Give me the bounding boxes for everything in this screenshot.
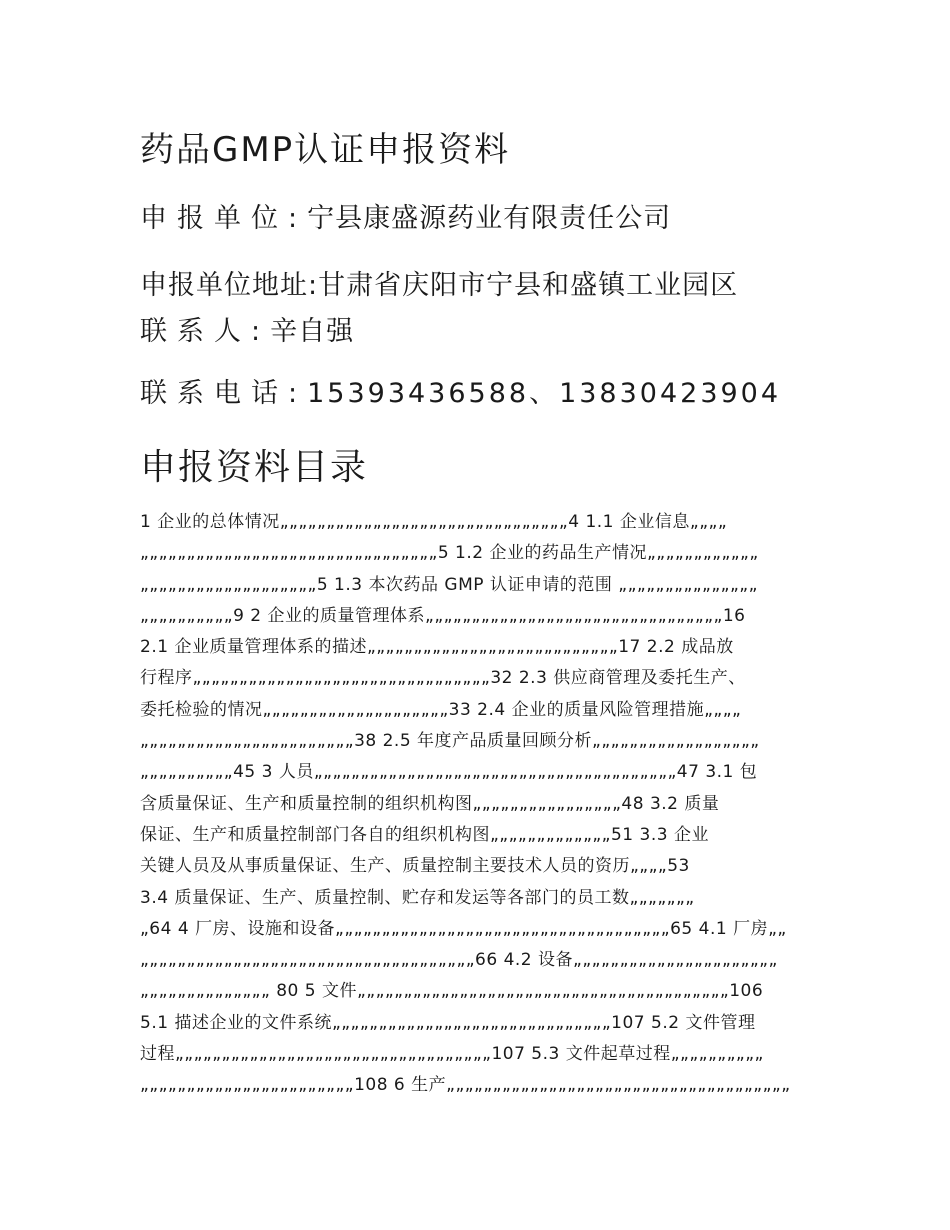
toc-line: „„„„„„„„„„9 2 企业的质量管理体系„„„„„„„„„„„„„„„„„„„„„„„„„„„„„„„„16 <box>140 605 746 626</box>
toc-line: „„„„„„„„„„„„„„„„„„„„„„„„„„„„„„„„„„„„66 4.2 设备„„„„„„„„„„„„„„„„„„„„„„ <box>140 950 778 971</box>
toc-line: 3.4 质量保证、生产、质量控制、贮存和发运等各部门的员工数„„„„„„„ <box>140 887 695 908</box>
applicant-contact-value: 辛自强 <box>270 316 355 347</box>
toc-line: 保证、生产和质量控制部门各自的组织机构图„„„„„„„„„„„„„51 3.3 企业 <box>140 824 709 845</box>
toc-line: 1 企业的总体情况„„„„„„„„„„„„„„„„„„„„„„„„„„„„„„„4 1.1 企业信息„„„„ <box>140 512 728 532</box>
applicant-address-value: 甘肃省庆阳市宁县和盛镇工业园区 <box>318 270 739 301</box>
toc-line: „„„„„„„„„„„„„„„„„„„„„„„108 6 生产„„„„„„„„„„„„„„„„„„„„„„„„„„„„„„„„„„„„„ <box>140 1075 791 1096</box>
table-of-contents <box>140 507 810 1102</box>
applicant-unit-value: 宁县康盛源药业有限责任公司 <box>307 203 672 234</box>
toc-line: „„„„„„„„„„„„„„„„„„„5 1.3 本次药品 GMP 认证申请的范围 „„„„„„„„„„„„„„„ <box>140 574 758 595</box>
toc-line: 行程序„„„„„„„„„„„„„„„„„„„„„„„„„„„„„„„„32 2.3 供应商管理及委托生产、 <box>140 668 746 689</box>
applicant-phone-label: 联系电话: <box>140 378 308 409</box>
applicant-address <box>140 263 738 302</box>
applicant-phone-value: 15393436588、13830423904 <box>307 378 782 409</box>
toc-line: „„„„„„„„„„„„„„„„„„„„„„„38 2.5 年度产品质量回顾分析„„„„„„„„„„„„„„„„„„ <box>140 731 760 752</box>
applicant-unit-label: 申报单位: <box>140 203 308 234</box>
applicant-address-label: 申报单位地址: <box>140 270 319 301</box>
applicant-contact <box>140 309 354 348</box>
applicant-contact-label: 联系人: <box>140 316 271 347</box>
toc-line: 2.1 企业质量管理体系的描述„„„„„„„„„„„„„„„„„„„„„„„„„„„17 2.2 成品放 <box>140 637 734 658</box>
toc-line: 委托检验的情况„„„„„„„„„„„„„„„„„„„„33 2.4 企业的质量风险管理措施„„„„ <box>140 699 742 720</box>
applicant-unit <box>140 196 671 235</box>
toc-line: 5.1 描述企业的文件系统„„„„„„„„„„„„„„„„„„„„„„„„„„„„„„107 5.2 文件管理 <box>140 1012 756 1033</box>
toc-line: 过程„„„„„„„„„„„„„„„„„„„„„„„„„„„„„„„„„„107 5.3 文件起草过程„„„„„„„„„„ <box>140 1044 764 1065</box>
toc-line: 关键人员及从事质量保证、生产、质量控制主要技术人员的资历„„„„53 <box>140 856 690 877</box>
applicant-phone <box>140 371 781 410</box>
toc-line: „„„„„„„„„„„„„„„„„„„„„„„„„„„„„„„„5 1.2 企业的药品生产情况„„„„„„„„„„„„ <box>140 543 759 564</box>
toc-line: „„„„„„„„„„45 3 人员„„„„„„„„„„„„„„„„„„„„„„„„„„„„„„„„„„„„„„„47 3.1 包 <box>140 762 758 783</box>
document-title: 药品GMP认证申报资料 <box>140 130 511 170</box>
toc-title: 申报资料目录 <box>140 447 369 488</box>
toc-line: „64 4 厂房、设施和设备„„„„„„„„„„„„„„„„„„„„„„„„„„„„„„„„„„„„65 4.1 厂房„„ <box>140 918 787 939</box>
toc-line: „„„„„„„„„„„„„„ 80 5 文件„„„„„„„„„„„„„„„„„„„„„„„„„„„„„„„„„„„„„„„„106 <box>140 981 764 1002</box>
toc-line: 含质量保证、生产和质量控制的组织机构图„„„„„„„„„„„„„„„„48 3.2 质量 <box>140 793 720 814</box>
